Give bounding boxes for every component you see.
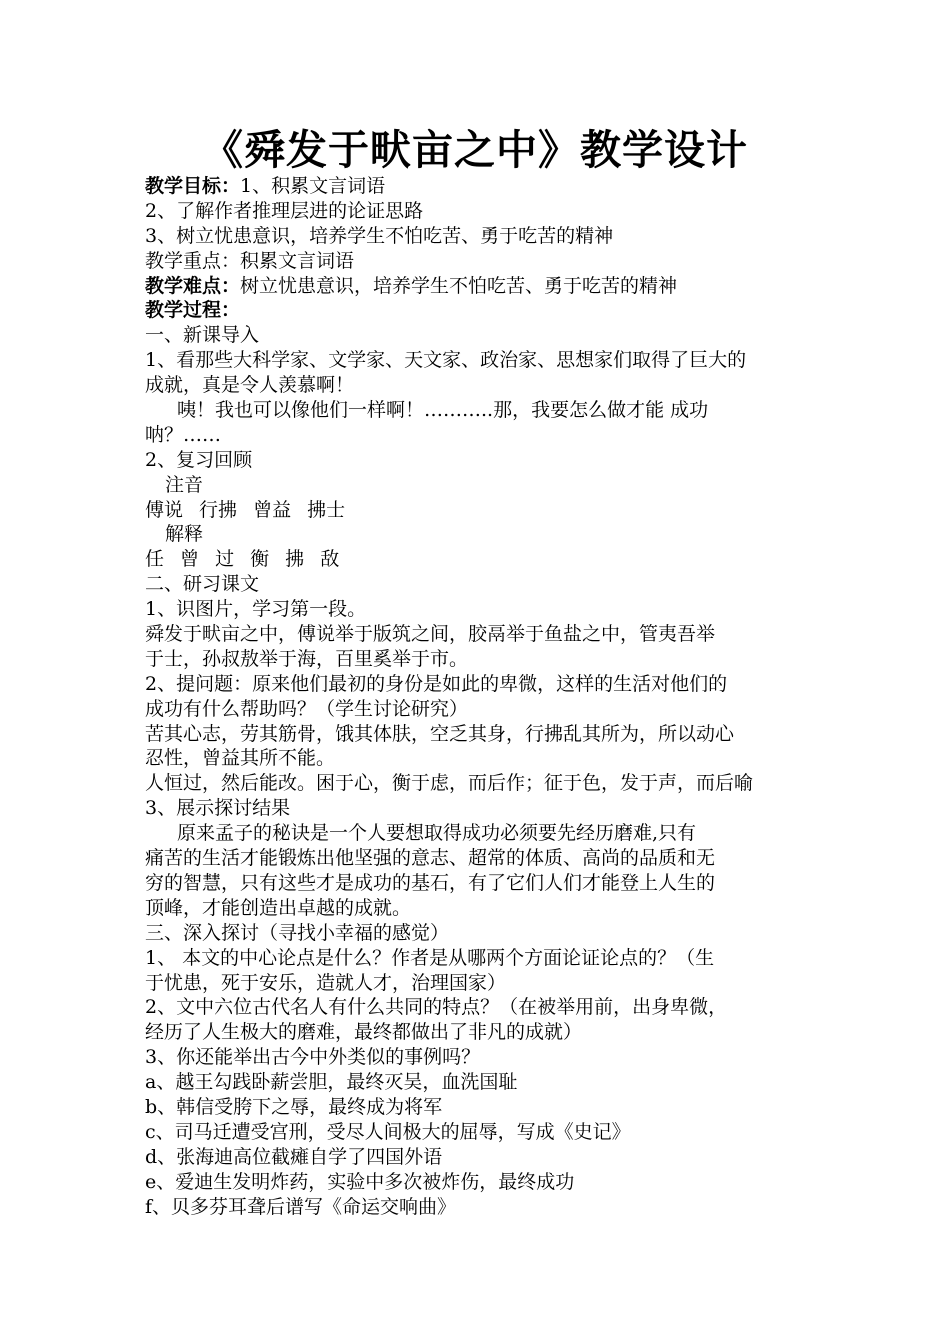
example-item: b、韩信受胯下之辱，最终成为将军 bbox=[145, 1095, 443, 1118]
jieshi-label: 解释 bbox=[165, 523, 204, 546]
teaching-goal-1: 1、积累文言词语 bbox=[240, 175, 386, 197]
teaching-difficulty-line bbox=[145, 274, 810, 299]
result-paragraph-line-2: 痛苦的生活才能锻炼出他坚强的意志、超常的体质、高尚的品质和无 bbox=[145, 847, 716, 870]
classical-text-3: 人恒过，然后能改。困于心，衡于虑，而后作；征于色，发于声，而后喻 bbox=[145, 772, 754, 795]
teaching-goal-3: 3、树立忧患意识，培养学生不怕吃苦、勇于吃苦的精神 bbox=[145, 224, 614, 247]
zhuyin-words: 傅说 行拂 曾益 拂士 bbox=[145, 498, 346, 521]
document-title: 《舜发于畎亩之中》教学设计 bbox=[202, 126, 748, 174]
example-item: d、张海迪高位截瘫自学了四国外语 bbox=[145, 1145, 443, 1168]
document-body bbox=[145, 174, 810, 1219]
result-paragraph-line-3: 穷的智慧，只有这些才是成功的基石，有了它们人们才能登上人生的 bbox=[145, 871, 716, 894]
study-question-2-line-1: 2、提问题：原来他们最初的身份是如此的卑微，这样的生活对他们的 bbox=[145, 672, 728, 695]
result-paragraph-line-4: 顶峰，才能创造出卓越的成就。 bbox=[145, 896, 412, 919]
discussion-question-1-line-2: 于忧患，死于安乐，造就人才，治理国家） bbox=[145, 971, 507, 994]
intro-paragraph-line-2: 成就，真是令人羡慕啊！ bbox=[145, 374, 355, 397]
result-paragraph-line-1: 原来孟子的秘诀是一个人要想取得成功必须要先经历磨难,只有 bbox=[177, 822, 697, 845]
classical-text-2-line-1: 苦其心志，劳其筋骨，饿其体肤，空乏其身，行拂乱其所为，所以动心 bbox=[145, 722, 735, 745]
teaching-difficulty-label: 教学难点： bbox=[145, 274, 241, 297]
teaching-goals-line bbox=[145, 174, 810, 199]
teaching-goal-2: 2、了解作者推理层进的论证思路 bbox=[145, 199, 424, 222]
review-heading: 2、复习回顾 bbox=[145, 448, 253, 471]
study-question-1: 1、识图片，学习第一段。 bbox=[145, 598, 367, 621]
intro-aside-line-1: 咦！我也可以像他们一样啊！………..那，我要怎么做才能 成功 bbox=[177, 399, 709, 422]
example-item: a、越王勾践卧薪尝胆，最终灭吴，血洗国耻 bbox=[145, 1071, 518, 1094]
intro-aside-line-2: 呐？…… bbox=[145, 423, 222, 446]
discussion-question-2-line-1: 2、文中六位古代名人有什么共同的特点？（在被举用前，出身卑微， bbox=[145, 996, 728, 1019]
teaching-process-label: 教学过程： bbox=[145, 299, 241, 322]
teaching-difficulty-text: 树立忧患意识，培养学生不怕吃苦、勇于吃苦的精神 bbox=[240, 274, 678, 297]
study-question-2-line-2: 成功有什么帮助吗？（学生讨论研究） bbox=[145, 697, 469, 720]
discussion-question-2-line-2: 经历了人生极大的磨难，最终都做出了非凡的成就） bbox=[145, 1021, 583, 1044]
section-2-heading: 二、研习课文 bbox=[145, 573, 260, 596]
classical-text-1-line-2: 于士，孙叔敖举于海，百里奚举于市。 bbox=[145, 647, 469, 670]
example-item: e、爱迪生发明炸药，实验中多次被炸伤，最终成功 bbox=[145, 1170, 575, 1193]
classical-text-2-line-2: 忍性，曾益其所不能。 bbox=[145, 747, 336, 770]
jieshi-words: 任 曾 过 衡 拂 敌 bbox=[145, 548, 340, 571]
section-1-heading: 一、新课导入 bbox=[145, 324, 260, 347]
section-3-heading: 三、深入探讨（寻找小幸福的感觉） bbox=[145, 921, 450, 944]
teaching-key-point: 教学重点：积累文言词语 bbox=[145, 249, 355, 272]
discussion-question-3: 3、你还能举出古今中外类似的事例吗？ bbox=[145, 1046, 481, 1069]
classical-text-1-line-1: 舜发于畎亩之中，傅说举于版筑之间，胶鬲举于鱼盐之中，管夷吾举 bbox=[145, 623, 716, 646]
teaching-goals-label: 教学目标： bbox=[145, 175, 241, 197]
example-item: f、贝多芬耳聋后谱写《命运交响曲》 bbox=[145, 1195, 457, 1218]
discussion-question-1-line-1: 1、 本文的中心论点是什么？作者是从哪两个方面论证论点的？（生 bbox=[145, 946, 715, 969]
example-item: c、司马迁遭受宫刑，受尽人间极大的屈辱，写成《史记》 bbox=[145, 1120, 631, 1143]
study-question-3: 3、展示探讨结果 bbox=[145, 797, 291, 820]
zhuyin-label: 注音 bbox=[165, 473, 204, 496]
intro-paragraph-line-1: 1、看那些大科学家、文学家、天文家、政治家、思想家们取得了巨大的 bbox=[145, 349, 747, 372]
